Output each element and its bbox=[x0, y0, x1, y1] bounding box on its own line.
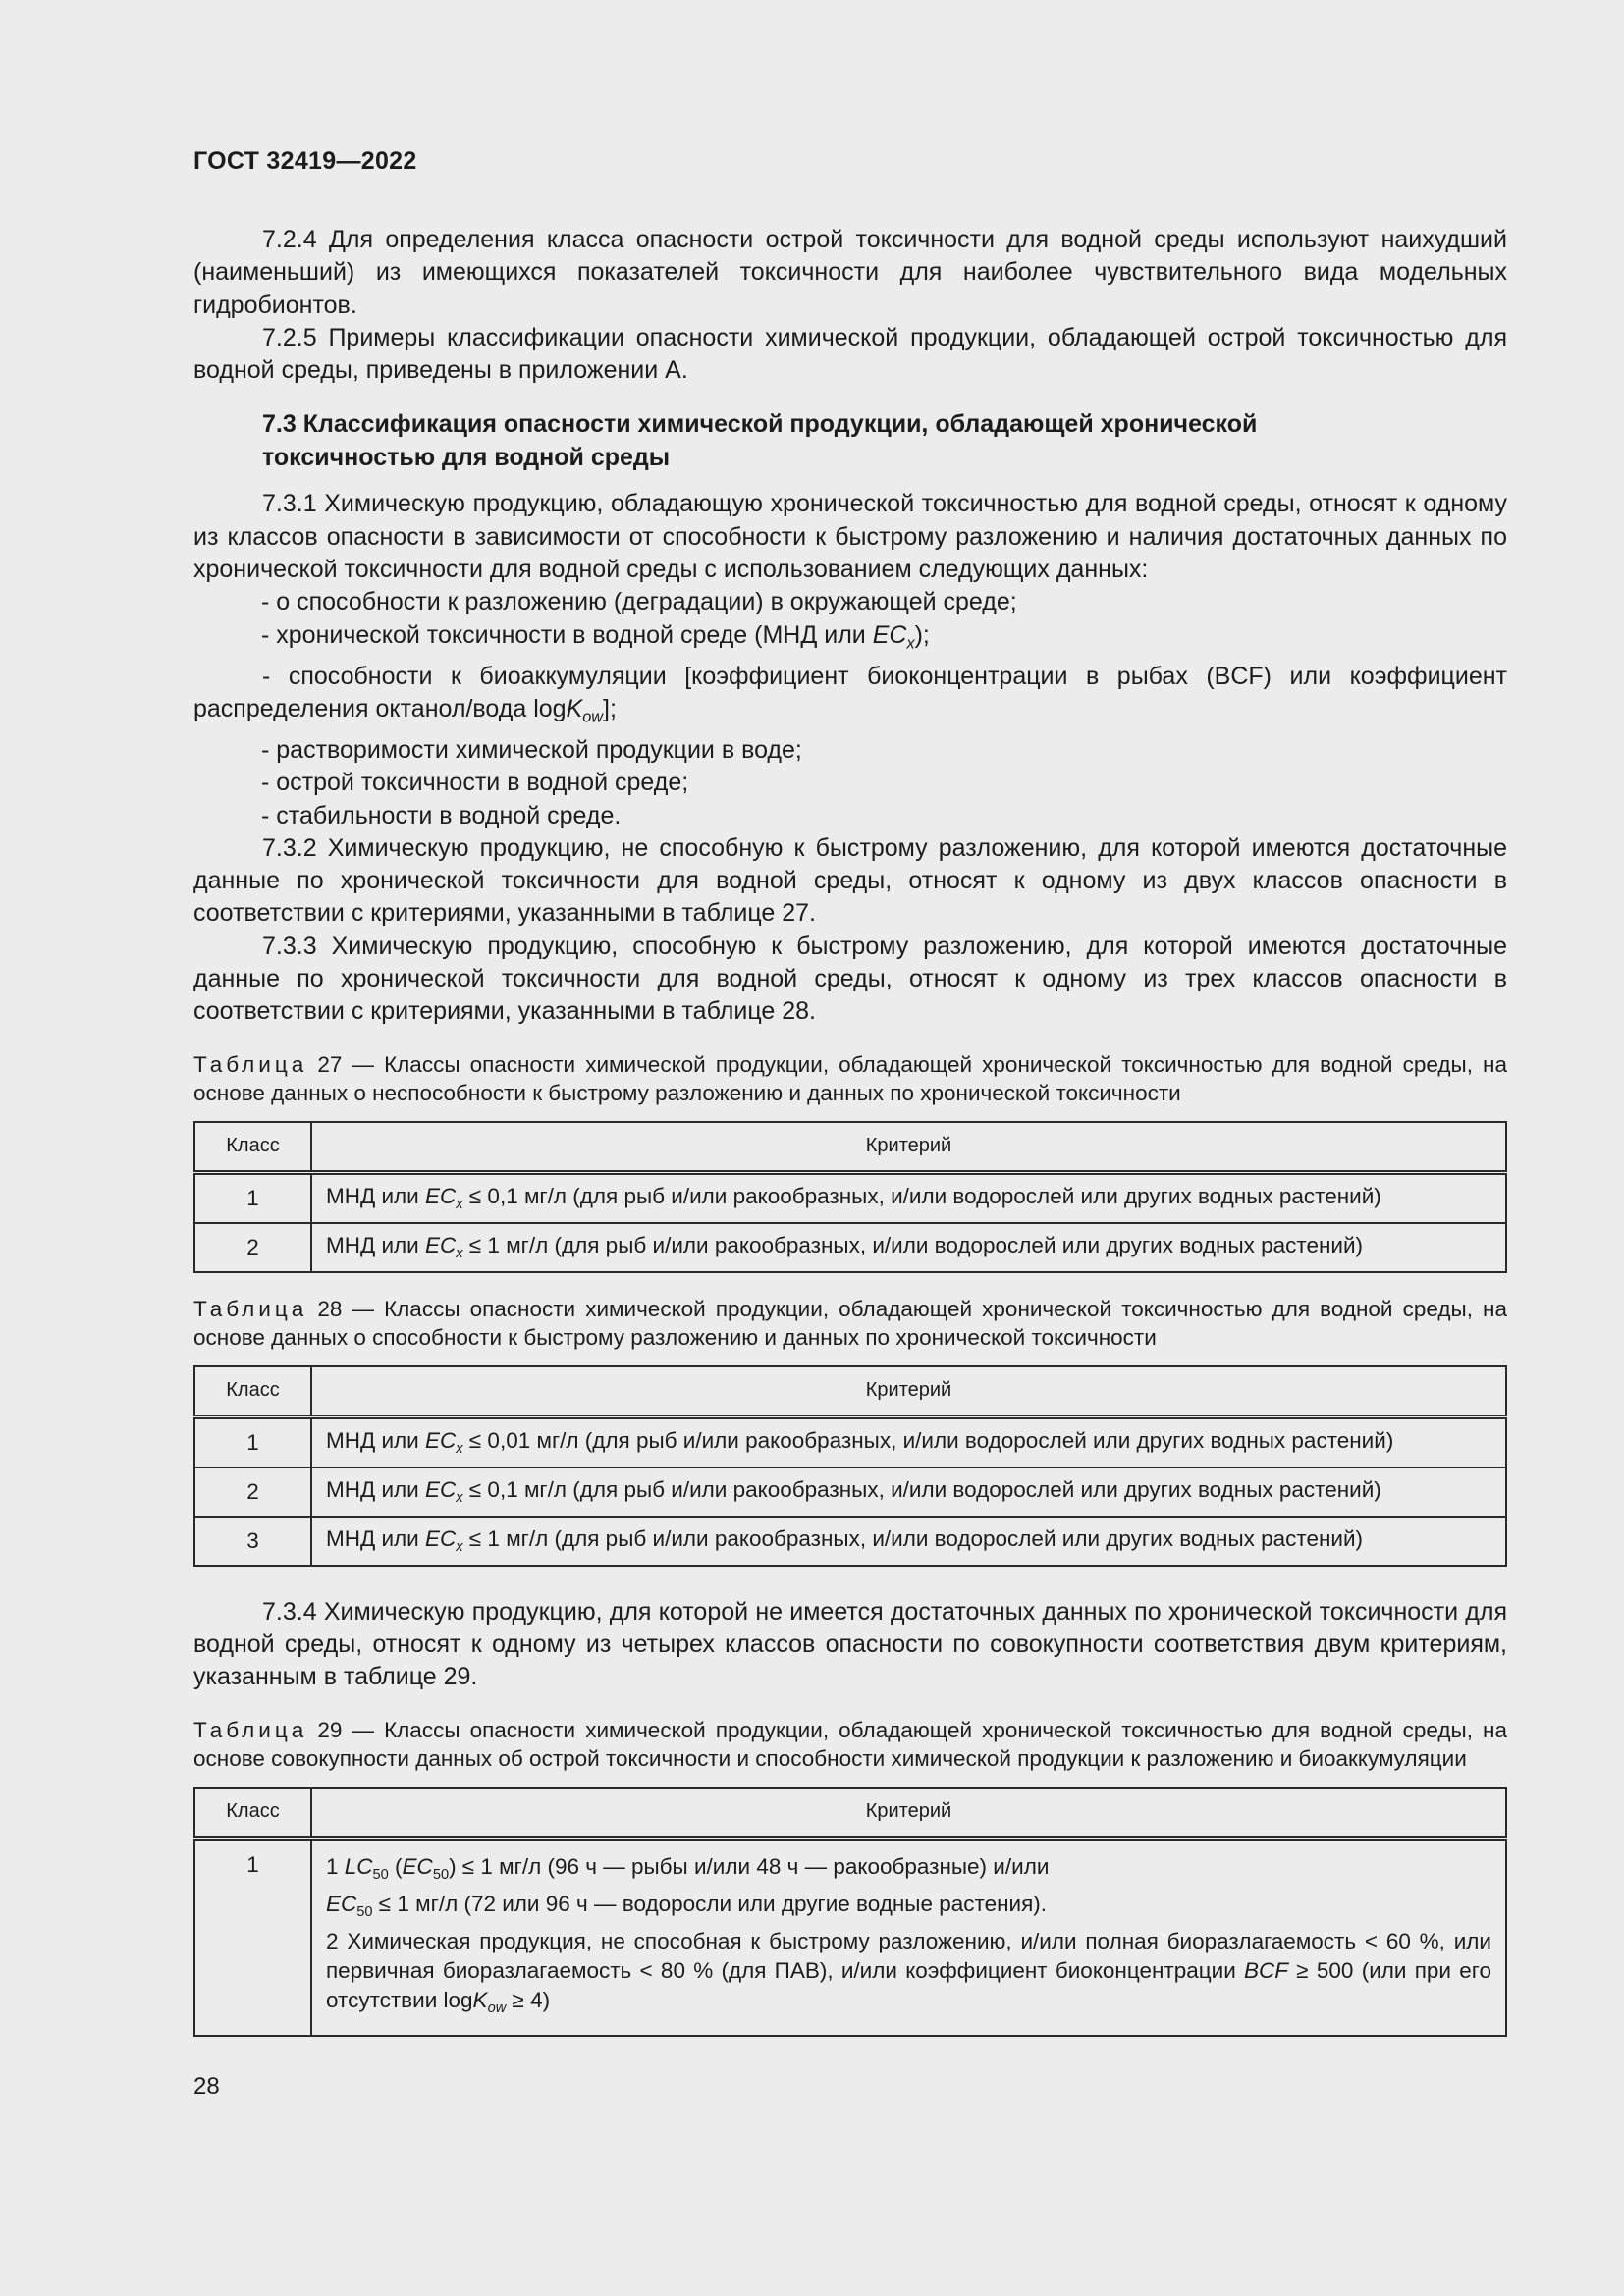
list-item: - растворимости химической продукции в воде; bbox=[261, 735, 802, 764]
list-item: - острой токсичности в водной среде; bbox=[261, 769, 689, 797]
data-list bbox=[193, 586, 1507, 831]
list-item: - о способности к разложению (деградации) в окружающей среде; bbox=[261, 588, 1017, 616]
table-row: 1 1 $LC_{50}$ $(EC_{50}) \le 1$ мг/л (96 ч — рыбы и/или 48 ч — ракообразные) и/или $EC_{50} \le 1$ мг/л (72 или 96 ч — водоросли или другие водные растения). 2 Химическая продукция, не способная к быстрому разложению, и/или полная биоразлагаемость < 60 %, или первичная биоразлагаемость < 80 % (для ПАВ), и/или коэффициент биоконцентрации BCF ≥ 500 (или при его отсутствии logK$_{ow}$ ≥ 4) bbox=[194, 1838, 1506, 2036]
paragraph-7-3-4: 7.3.4 Химическую продукцию, для которой не имеется достаточных данных по хронической токсичности для водной среды, относят к одному из четырех классов опасности по совокупности соответствия двум критериям, указанным в таблице 29. bbox=[193, 1597, 1507, 1691]
list-item: - хронической токсичности в водной среде (МНД или $EC_x$); bbox=[261, 620, 930, 653]
paragraph-7-3-1: 7.3.1 Химическую продукцию, обладающую хронической токсичностью для водной среды, относят к одному из классов опасности в зависимости от способности к быстрому разложению и наличия достаточных данных по хронической токсичности для водной среды с использованием следующих данных: bbox=[193, 490, 1507, 584]
column-header-criterion: Критерий bbox=[311, 1122, 1506, 1173]
column-header-class: Класс bbox=[194, 1366, 311, 1417]
column-header-class: Класс bbox=[194, 1122, 311, 1173]
list-item: - стабильности в водной среде. bbox=[261, 801, 622, 829]
table-28 bbox=[193, 1365, 1507, 1567]
paragraph-7-3-3: 7.3.3 Химическую продукцию, способную к быстрому разложению, для которой имеются достаточные данные по хронической токсичности для водной среды, относят к одному из трех классов опасности в соответствии с критериями, указанными в таблице 28. bbox=[193, 932, 1507, 1026]
page-header: ГОСТ 32419—2022 bbox=[193, 147, 417, 175]
table-row: 2 МНД или $EC_x \le 1$ мг/л (для рыб и/или ракообразных, и/или водорослей или других водных растений) bbox=[194, 1223, 1506, 1272]
criterion-line: $EC_{50} \le 1$ мг/л (72 или 96 ч — водоросли или другие водные растения). bbox=[326, 1891, 1048, 1920]
column-header-class: Класс bbox=[194, 1788, 311, 1839]
paragraph-7-2-4: 7.2.4 Для определения класса опасности острой токсичности для водной среды используют наихудший (наименьший) из имеющихся показателей токсичности для наиболее чувствительного вида модельных гидробионтов. bbox=[193, 226, 1507, 319]
section-heading-7-3: 7.3 Классификация опасности химической продукции, обладающей хронической токсичностью для водной среды bbox=[262, 410, 1258, 471]
table-row: 1 МНД или $EC_x \le 0,01$ мг/л (для рыб и/или ракообразных, и/или водорослей или других водных растений) bbox=[194, 1416, 1506, 1468]
table-28-caption: Таблица 28 — Классы опасности химической продукции, обладающей хронической токсичностью для водной среды, на основе данных о способности к быстрому разложению и данных по хронической токсичности bbox=[193, 1296, 1507, 1350]
criterion-line: 2 Химическая продукция, не способная к быстрому разложению, и/или полная биоразлагаемость < 60 %, или первичная биоразлагаемость < 80 % (для ПАВ), и/или коэффициент биоконцентрации BCF ≥ 500 (или при его отсутствии logK$_{ow}$ ≥ 4) bbox=[326, 1928, 1491, 2016]
table-29-caption: Таблица 29 — Классы опасности химической продукции, обладающей хронической токсичностью для водной среды, на основе совокупности данных об острой токсичности и способности химической продукции к разложению и биоаккумуляции bbox=[193, 1717, 1507, 1771]
table-27-caption: Таблица 27 — Классы опасности химической продукции, обладающей хронической токсичностью для водной среды, на основе данных о неспособности к быстрому разложению и данных по хронической токсичности bbox=[193, 1051, 1507, 1105]
table-27 bbox=[193, 1121, 1507, 1273]
column-header-criterion: Критерий bbox=[311, 1788, 1506, 1839]
column-header-criterion: Критерий bbox=[311, 1366, 1506, 1417]
table-29 bbox=[193, 1787, 1507, 2037]
page-number: 28 bbox=[193, 2073, 220, 2100]
page-content bbox=[193, 224, 1507, 2037]
table-row: 2 МНД или $EC_x \le 0,1$ мг/л (для рыб и/или ракообразных, и/или водорослей или других водных растений) bbox=[194, 1468, 1506, 1517]
table-row: 1 МНД или $EC_x \le 0,1$ мг/л (для рыб и/или ракообразных, и/или водорослей или других водных растений) bbox=[194, 1172, 1506, 1223]
table-row: 3 МНД или $EC_x \le 1$ мг/л (для рыб и/или ракообразных, и/или водорослей или других водных растений) bbox=[194, 1517, 1506, 1566]
paragraph-7-3-2: 7.3.2 Химическую продукцию, не способную к быстрому разложению, для которой имеются достаточные данные по хронической токсичности для водной среды, относят к одному из двух классов опасности в соответствии с критериями, указанными в таблице 27. bbox=[193, 833, 1507, 928]
paragraph-7-2-5: 7.2.5 Примеры классификации опасности химической продукции, обладающей острой токсичностью для водной среды, приведены в приложении А. bbox=[193, 323, 1507, 385]
list-item: - способности к биоаккумуляции [коэффициент биоконцентрации в рыбах (BCF) или коэффициент распределения октанол/вода logK$_{ow}$]; bbox=[193, 662, 1507, 726]
criterion-line: 1 $LC_{50}$ $(EC_{50}) \le 1$ мг/л (96 ч — рыбы и/или 48 ч — ракообразные) и/или bbox=[326, 1853, 1050, 1883]
